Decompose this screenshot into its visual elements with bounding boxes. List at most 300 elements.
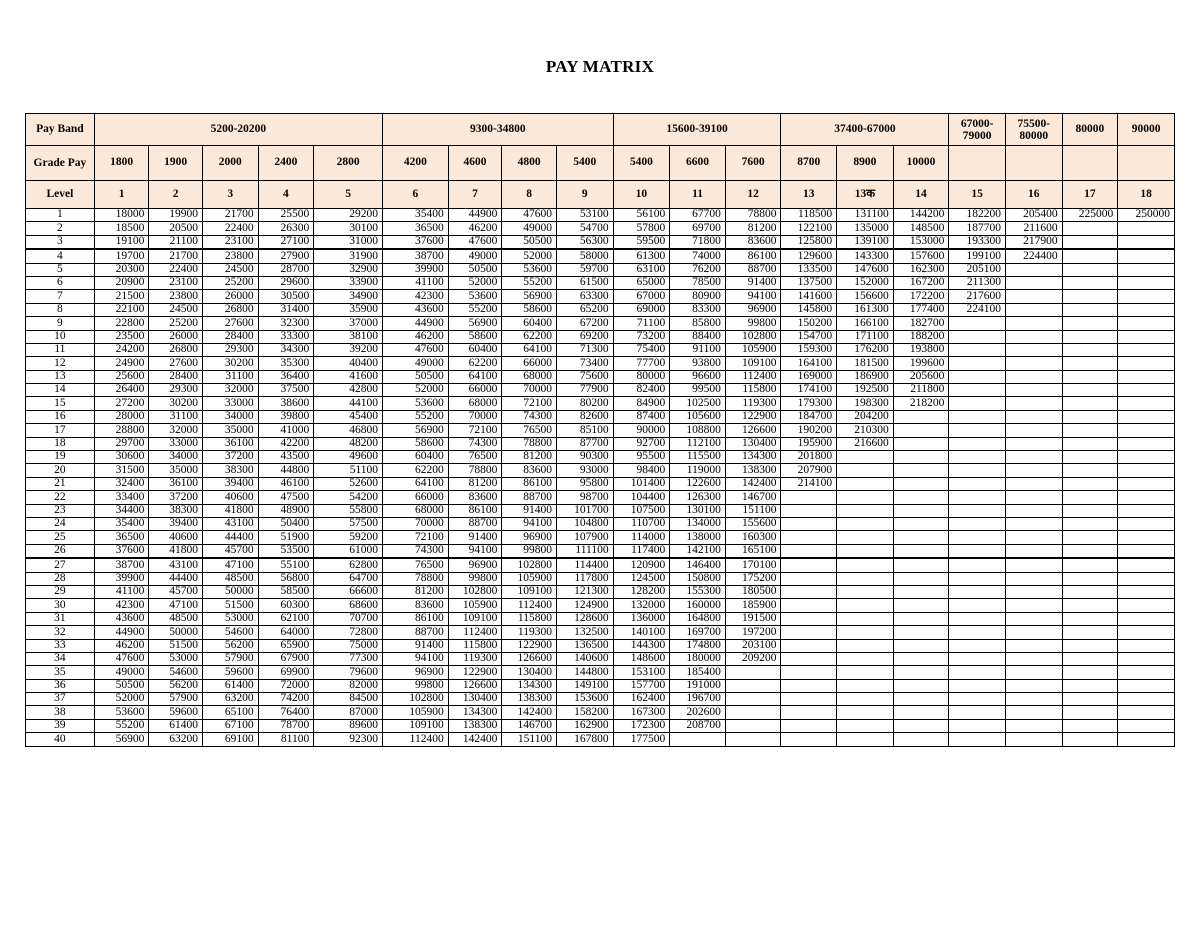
grade-pay-header: 10000 xyxy=(893,146,949,181)
pay-cell: 76400 xyxy=(258,706,314,719)
pay-cell: 55800 xyxy=(314,504,383,517)
pay-cell xyxy=(1062,666,1118,679)
pay-cell xyxy=(949,464,1006,477)
pay-cell xyxy=(893,477,949,490)
pay-cell xyxy=(781,626,837,639)
pay-cell: 38600 xyxy=(258,397,314,410)
pay-cell: 177400 xyxy=(893,303,949,316)
pay-matrix-table xyxy=(25,113,1175,747)
pay-cell: 91400 xyxy=(448,531,502,544)
pay-cell: 95500 xyxy=(613,451,670,464)
pay-cell xyxy=(1118,317,1175,330)
pay-cell: 22400 xyxy=(202,222,258,235)
pay-cell xyxy=(781,719,837,732)
pay-cell: 88400 xyxy=(670,330,726,343)
pay-cell xyxy=(1118,477,1175,490)
pay-cell xyxy=(1062,222,1118,235)
pay-cell: 176200 xyxy=(837,343,894,356)
pay-cell: 85100 xyxy=(556,424,613,437)
pay-cell: 171100 xyxy=(837,330,894,343)
pay-cell: 59700 xyxy=(556,263,613,276)
row-index-cell: 39 xyxy=(26,719,95,732)
pay-cell: 145800 xyxy=(781,303,837,316)
pay-cell: 26000 xyxy=(149,330,203,343)
grade-pay-header: 4200 xyxy=(383,146,449,181)
pay-cell: 216600 xyxy=(837,437,894,450)
pay-cell xyxy=(1062,370,1118,383)
pay-cell xyxy=(781,652,837,665)
pay-cell: 50500 xyxy=(502,235,557,249)
pay-cell: 180500 xyxy=(725,585,781,598)
row-index-cell: 32 xyxy=(26,626,95,639)
pay-cell: 72800 xyxy=(314,626,383,639)
pay-cell: 122600 xyxy=(670,477,726,490)
pay-cell: 172300 xyxy=(613,719,670,732)
pay-cell xyxy=(949,666,1006,679)
pay-cell: 70000 xyxy=(448,410,502,423)
row-index-cell: 24 xyxy=(26,517,95,530)
pay-cell: 136000 xyxy=(613,612,670,625)
pay-cell: 60400 xyxy=(383,451,449,464)
pay-cell: 138300 xyxy=(725,464,781,477)
pay-cell: 35300 xyxy=(258,357,314,370)
pay-cell: 27600 xyxy=(149,357,203,370)
pay-cell xyxy=(837,491,894,504)
pay-cell xyxy=(837,626,894,639)
pay-cell xyxy=(837,599,894,612)
pay-cell: 81100 xyxy=(258,733,314,746)
pay-cell: 164100 xyxy=(781,357,837,370)
pay-cell: 42200 xyxy=(258,437,314,450)
pay-cell: 39900 xyxy=(383,263,449,276)
table-row xyxy=(26,626,1175,639)
pay-cell: 166100 xyxy=(837,317,894,330)
pay-cell xyxy=(1005,706,1062,719)
pay-cell: 66000 xyxy=(502,357,557,370)
pay-cell: 43100 xyxy=(202,517,258,530)
pay-cell: 47500 xyxy=(258,491,314,504)
pay-cell: 69200 xyxy=(556,330,613,343)
pay-cell xyxy=(1062,719,1118,732)
pay-cell: 25200 xyxy=(202,276,258,289)
pay-cell xyxy=(781,666,837,679)
pay-cell xyxy=(949,639,1006,652)
table-row xyxy=(26,693,1175,706)
pay-cell: 83600 xyxy=(448,491,502,504)
pay-cell: 26800 xyxy=(202,303,258,316)
pay-cell: 150800 xyxy=(670,572,726,585)
pay-cell xyxy=(949,370,1006,383)
grade-pay-header: 4600 xyxy=(448,146,502,181)
pay-cell: 40400 xyxy=(314,357,383,370)
pay-cell xyxy=(781,531,837,544)
pay-cell: 175200 xyxy=(725,572,781,585)
pay-cell: 94100 xyxy=(448,544,502,558)
pay-cell: 64100 xyxy=(502,343,557,356)
pay-cell: 109100 xyxy=(502,585,557,598)
pay-cell: 144800 xyxy=(556,666,613,679)
pay-cell: 69700 xyxy=(670,222,726,235)
pay-cell xyxy=(1118,222,1175,235)
pay-cell: 134300 xyxy=(725,451,781,464)
pay-cell xyxy=(1005,290,1062,303)
pay-cell xyxy=(1062,276,1118,289)
grade-pay-header: 5400 xyxy=(556,146,613,181)
pay-cell xyxy=(893,517,949,530)
table-row xyxy=(26,719,1175,732)
table-row xyxy=(26,544,1175,558)
pay-cell xyxy=(1118,290,1175,303)
pay-cell: 44900 xyxy=(94,626,149,639)
row-index-cell: 1 xyxy=(26,209,95,222)
pay-cell: 47600 xyxy=(94,652,149,665)
pay-band-row xyxy=(26,114,1175,146)
pay-cell: 58600 xyxy=(383,437,449,450)
pay-cell xyxy=(1118,491,1175,504)
pay-cell: 144200 xyxy=(893,209,949,222)
pay-cell: 140600 xyxy=(556,652,613,665)
pay-cell: 37600 xyxy=(383,235,449,249)
pay-cell xyxy=(949,626,1006,639)
pay-cell: 65000 xyxy=(613,276,670,289)
pay-cell: 118500 xyxy=(781,209,837,222)
row-index-cell: 5 xyxy=(26,263,95,276)
pay-cell xyxy=(1062,330,1118,343)
pay-cell: 126600 xyxy=(502,652,557,665)
table-row xyxy=(26,558,1175,572)
pay-cell: 105900 xyxy=(502,572,557,585)
pay-cell: 48500 xyxy=(149,612,203,625)
pay-cell: 38300 xyxy=(202,464,258,477)
pay-cell: 19700 xyxy=(94,249,149,263)
row-index-cell: 23 xyxy=(26,504,95,517)
pay-cell: 22800 xyxy=(94,317,149,330)
pay-cell: 44900 xyxy=(383,317,449,330)
pay-cell: 52000 xyxy=(448,276,502,289)
pay-cell: 45700 xyxy=(149,585,203,598)
table-row xyxy=(26,666,1175,679)
pay-cell: 74200 xyxy=(258,693,314,706)
pay-band-header: 37400-67000 xyxy=(781,114,949,146)
row-index-cell: 34 xyxy=(26,652,95,665)
pay-cell: 63100 xyxy=(613,263,670,276)
pay-cell xyxy=(949,599,1006,612)
pay-cell xyxy=(1005,719,1062,732)
pay-cell: 93000 xyxy=(556,464,613,477)
pay-cell: 39400 xyxy=(149,517,203,530)
pay-cell xyxy=(949,317,1006,330)
table-row xyxy=(26,357,1175,370)
pay-cell: 62200 xyxy=(502,330,557,343)
pay-cell: 59500 xyxy=(613,235,670,249)
pay-cell xyxy=(670,733,726,746)
level-header: 8 xyxy=(502,181,557,209)
pay-cell xyxy=(893,424,949,437)
pay-cell: 169000 xyxy=(781,370,837,383)
pay-cell: 26800 xyxy=(149,343,203,356)
pay-cell: 31500 xyxy=(94,464,149,477)
pay-cell xyxy=(1118,558,1175,572)
pay-cell xyxy=(1062,397,1118,410)
pay-cell xyxy=(893,410,949,423)
pay-cell: 196700 xyxy=(670,693,726,706)
pay-cell xyxy=(781,679,837,692)
pay-cell: 43500 xyxy=(258,451,314,464)
pay-cell: 33400 xyxy=(94,491,149,504)
pay-cell: 81200 xyxy=(448,477,502,490)
pay-cell: 161300 xyxy=(837,303,894,316)
pay-cell: 112400 xyxy=(448,626,502,639)
table-row xyxy=(26,370,1175,383)
pay-cell: 27100 xyxy=(258,235,314,249)
pay-cell: 84900 xyxy=(613,397,670,410)
pay-band-header: 9300-34800 xyxy=(383,114,614,146)
pay-cell: 155300 xyxy=(670,585,726,598)
pay-cell: 90000 xyxy=(613,424,670,437)
pay-cell: 47600 xyxy=(502,209,557,222)
pay-cell: 44800 xyxy=(258,464,314,477)
pay-cell: 117400 xyxy=(613,544,670,558)
table-row xyxy=(26,303,1175,316)
pay-cell: 34400 xyxy=(94,504,149,517)
pay-cell: 54600 xyxy=(149,666,203,679)
row-index-cell: 35 xyxy=(26,666,95,679)
pay-cell: 56900 xyxy=(94,733,149,746)
pay-cell: 56900 xyxy=(383,424,449,437)
pay-cell: 102800 xyxy=(383,693,449,706)
pay-cell xyxy=(725,733,781,746)
pay-cell xyxy=(949,572,1006,585)
pay-cell: 102800 xyxy=(725,330,781,343)
pay-cell: 191000 xyxy=(670,679,726,692)
pay-cell xyxy=(781,558,837,572)
pay-cell: 19100 xyxy=(94,235,149,249)
row-index-cell: 31 xyxy=(26,612,95,625)
pay-cell: 76500 xyxy=(383,558,449,572)
pay-cell: 187700 xyxy=(949,222,1006,235)
pay-cell: 142400 xyxy=(448,733,502,746)
pay-cell: 181500 xyxy=(837,357,894,370)
pay-cell: 119300 xyxy=(725,397,781,410)
pay-cell xyxy=(781,599,837,612)
pay-cell: 47600 xyxy=(448,235,502,249)
table-row xyxy=(26,652,1175,665)
pay-cell: 34300 xyxy=(258,343,314,356)
pay-cell: 54700 xyxy=(556,222,613,235)
table-row xyxy=(26,477,1175,490)
pay-cell: 20500 xyxy=(149,222,203,235)
pay-cell: 49000 xyxy=(502,222,557,235)
pay-cell: 87700 xyxy=(556,437,613,450)
pay-cell: 31900 xyxy=(314,249,383,263)
pay-cell xyxy=(1005,504,1062,517)
pay-cell: 58600 xyxy=(448,330,502,343)
pay-cell: 112400 xyxy=(725,370,781,383)
pay-cell xyxy=(1005,517,1062,530)
level-header: 15 xyxy=(949,181,1006,209)
pay-cell: 197200 xyxy=(725,626,781,639)
table-row xyxy=(26,222,1175,235)
pay-cell: 53600 xyxy=(502,263,557,276)
pay-cell xyxy=(893,572,949,585)
pay-cell: 75600 xyxy=(556,370,613,383)
pay-cell xyxy=(1005,330,1062,343)
pay-cell xyxy=(1118,517,1175,530)
level-header: 1 xyxy=(94,181,149,209)
pay-cell xyxy=(837,693,894,706)
pay-cell: 27200 xyxy=(94,397,149,410)
pay-cell: 36100 xyxy=(202,437,258,450)
pay-cell: 93800 xyxy=(670,357,726,370)
pay-cell: 76500 xyxy=(502,424,557,437)
table-row xyxy=(26,263,1175,276)
pay-cell xyxy=(1005,410,1062,423)
pay-cell: 32900 xyxy=(314,263,383,276)
pay-cell: 112400 xyxy=(383,733,449,746)
pay-cell: 217900 xyxy=(1005,235,1062,249)
pay-cell xyxy=(1118,612,1175,625)
pay-cell: 31100 xyxy=(149,410,203,423)
pay-cell: 102800 xyxy=(502,558,557,572)
pay-cell: 184700 xyxy=(781,410,837,423)
pay-cell xyxy=(1118,599,1175,612)
pay-cell: 144300 xyxy=(613,639,670,652)
pay-cell xyxy=(1062,612,1118,625)
pay-cell: 41000 xyxy=(258,424,314,437)
table-row xyxy=(26,679,1175,692)
pay-cell: 86100 xyxy=(725,249,781,263)
pay-cell: 71800 xyxy=(670,235,726,249)
pay-cell: 77700 xyxy=(613,357,670,370)
level-header: 11 xyxy=(670,181,726,209)
pay-cell: 208700 xyxy=(670,719,726,732)
pay-cell: 53500 xyxy=(258,544,314,558)
pay-cell: 96900 xyxy=(725,303,781,316)
pay-cell: 35400 xyxy=(94,517,149,530)
row-index-cell: 36 xyxy=(26,679,95,692)
pay-cell: 81200 xyxy=(502,451,557,464)
pay-cell: 20300 xyxy=(94,263,149,276)
pay-cell: 122100 xyxy=(781,222,837,235)
pay-cell: 41800 xyxy=(202,504,258,517)
pay-cell: 157600 xyxy=(893,249,949,263)
pay-cell: 37600 xyxy=(94,544,149,558)
pay-cell: 186900 xyxy=(837,370,894,383)
pay-cell xyxy=(949,679,1006,692)
pay-band-header: 75500-80000 xyxy=(1005,114,1062,146)
pay-cell: 148500 xyxy=(893,222,949,235)
pay-cell xyxy=(1005,733,1062,746)
pay-cell xyxy=(781,517,837,530)
pay-cell xyxy=(893,491,949,504)
pay-cell: 42300 xyxy=(383,290,449,303)
pay-cell: 134300 xyxy=(448,706,502,719)
pay-cell: 26400 xyxy=(94,384,149,397)
pay-cell: 56900 xyxy=(448,317,502,330)
pay-cell: 96900 xyxy=(383,666,449,679)
level-header: 2 xyxy=(149,181,203,209)
pay-cell xyxy=(1062,357,1118,370)
pay-cell: 74300 xyxy=(502,410,557,423)
pay-cell: 88700 xyxy=(502,491,557,504)
level-header: 4 xyxy=(258,181,314,209)
pay-cell: 92700 xyxy=(613,437,670,450)
pay-cell: 74000 xyxy=(670,249,726,263)
pay-cell: 85800 xyxy=(670,317,726,330)
row-index-cell: 20 xyxy=(26,464,95,477)
row-index-cell: 25 xyxy=(26,531,95,544)
grade-pay-header: 1900 xyxy=(149,146,203,181)
pay-cell: 38300 xyxy=(149,504,203,517)
row-index-cell: 38 xyxy=(26,706,95,719)
pay-cell: 55200 xyxy=(94,719,149,732)
pay-cell: 21500 xyxy=(94,290,149,303)
pay-cell xyxy=(1062,437,1118,450)
pay-cell xyxy=(1062,451,1118,464)
pay-cell xyxy=(949,437,1006,450)
pay-cell: 81200 xyxy=(725,222,781,235)
pay-cell xyxy=(893,451,949,464)
pay-cell: 98700 xyxy=(556,491,613,504)
pay-cell: 25600 xyxy=(94,370,149,383)
pay-cell: 147600 xyxy=(837,263,894,276)
pay-cell: 37200 xyxy=(149,491,203,504)
pay-cell: 41800 xyxy=(149,544,203,558)
table-row xyxy=(26,612,1175,625)
pay-cell: 218200 xyxy=(893,397,949,410)
pay-cell xyxy=(837,719,894,732)
pay-cell: 39200 xyxy=(314,343,383,356)
level-header: 14 xyxy=(893,181,949,209)
pay-cell xyxy=(1005,558,1062,572)
pay-cell: 44900 xyxy=(448,209,502,222)
pay-cell xyxy=(1118,437,1175,450)
pay-cell: 52000 xyxy=(94,693,149,706)
pay-cell: 224400 xyxy=(1005,249,1062,263)
pay-cell: 67700 xyxy=(670,209,726,222)
pay-cell: 36500 xyxy=(383,222,449,235)
table-row xyxy=(26,733,1175,746)
pay-cell: 48500 xyxy=(202,572,258,585)
pay-cell: 94100 xyxy=(502,517,557,530)
pay-cell xyxy=(1118,370,1175,383)
pay-cell xyxy=(949,531,1006,544)
pay-cell xyxy=(1062,249,1118,263)
pay-cell: 58500 xyxy=(258,585,314,598)
pay-band-label: Pay Band xyxy=(26,114,95,146)
level-header: 10 xyxy=(613,181,670,209)
pay-cell: 199100 xyxy=(949,249,1006,263)
pay-cell: 23100 xyxy=(149,276,203,289)
pay-cell xyxy=(893,504,949,517)
level-header: 17 xyxy=(1062,181,1118,209)
pay-cell xyxy=(837,517,894,530)
pay-cell: 30100 xyxy=(314,222,383,235)
table-row xyxy=(26,343,1175,356)
pay-cell xyxy=(1062,572,1118,585)
pay-cell: 124500 xyxy=(613,572,670,585)
pay-cell: 57900 xyxy=(149,693,203,706)
pay-cell: 205600 xyxy=(893,370,949,383)
pay-cell: 128200 xyxy=(613,585,670,598)
pay-cell xyxy=(837,639,894,652)
pay-cell: 28400 xyxy=(202,330,258,343)
pay-cell: 52000 xyxy=(502,249,557,263)
pay-cell: 36500 xyxy=(94,531,149,544)
table-row xyxy=(26,437,1175,450)
pay-cell xyxy=(949,706,1006,719)
pay-cell: 53100 xyxy=(556,209,613,222)
